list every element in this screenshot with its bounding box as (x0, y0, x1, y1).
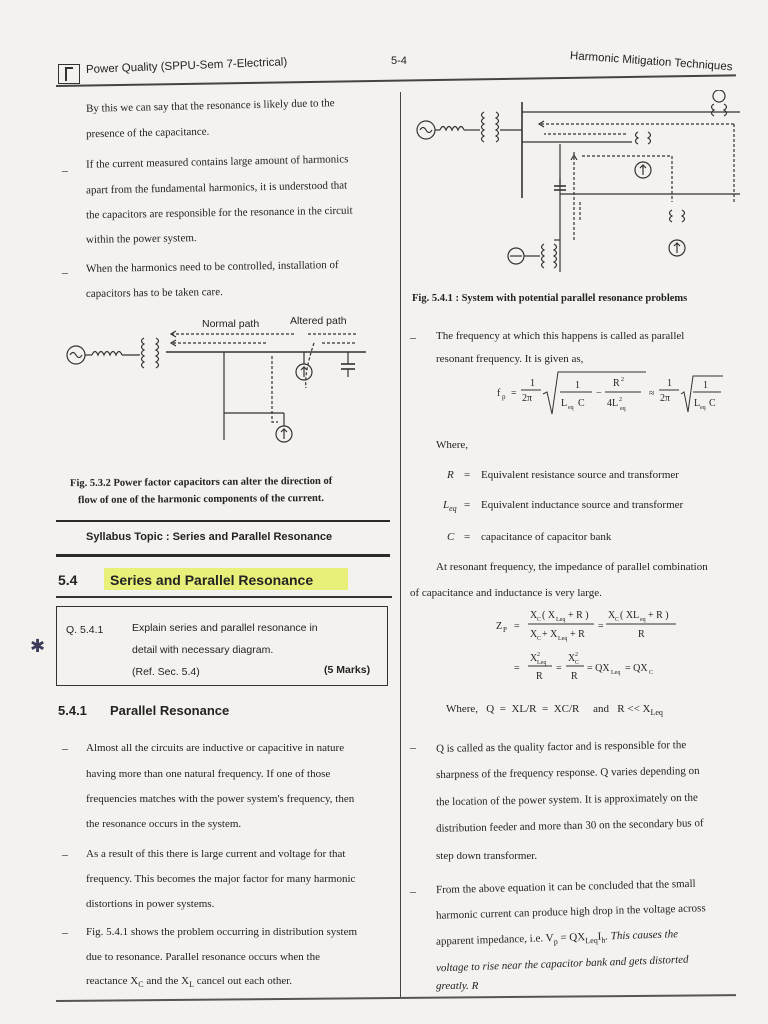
altered-path-label: Altered path (290, 315, 347, 327)
svg-text:( XL: ( XL (620, 610, 640, 621)
question-ref: (Ref. Sec. 5.4) (132, 666, 200, 678)
handwritten-star-mark: ✱ (30, 636, 46, 656)
svg-text:C: C (649, 670, 654, 676)
bullet-dash: – (62, 163, 68, 177)
bullet-dash: – (410, 330, 416, 344)
def-text-r: Equivalent resistance source and transformer (481, 469, 679, 481)
fig-5-3-2-caption-1: Fig. 5.3.2 Power factor capacitors can alter the direction of (69, 475, 333, 490)
bullet1-line-2: apart from the fundamental harmonics, it is understood that (85, 179, 348, 197)
svg-text:Z: Z (496, 621, 503, 632)
svg-text:+ R: + R (570, 629, 585, 640)
question-number: Q. 5.4.1 (66, 624, 104, 636)
svg-text:2: 2 (621, 377, 624, 383)
svg-text:X: X (530, 610, 538, 621)
svg-text:2π: 2π (522, 393, 533, 404)
svg-text:L: L (561, 398, 568, 409)
transformer-icon (482, 112, 485, 142)
para3-line-2: due to resonance. Parallel resonance occurs when the (86, 951, 320, 963)
header-rule (56, 74, 736, 86)
svg-text:R: R (613, 378, 620, 389)
svg-text:C: C (575, 660, 580, 666)
where-label: Where, (436, 439, 469, 451)
fig-5-4-1-caption: Fig. 5.4.1 : System with potential parallel resonance problems (412, 293, 688, 304)
bullet-dash: – (410, 740, 416, 754)
para3-line-1: Fig. 5.4.1 shows the problem occurring in distribution system (86, 926, 358, 938)
para1-line-1: Almost all the circuits are inductive or capacitive in nature (86, 742, 345, 754)
page-number: 5-4 (391, 55, 407, 67)
def-eq: = (464, 499, 471, 511)
svg-text:f: f (497, 388, 501, 399)
svg-text:1: 1 (575, 380, 580, 391)
intro-line-2: presence of the capacitance. (85, 125, 210, 141)
svg-text:C: C (578, 398, 585, 409)
question-line-1: Explain series and parallel resonance in (132, 622, 318, 634)
svg-text:X: X (530, 629, 538, 640)
svg-text:−: − (596, 388, 602, 399)
svg-text:P: P (503, 626, 507, 634)
def-eq: = (464, 469, 471, 481)
at-resonance-line-1: At resonant frequency, the impedance of parallel combination (436, 561, 708, 573)
svg-text:1: 1 (530, 378, 535, 389)
running-header-left: Power Quality (SPPU-Sem 7-Electrical) (85, 56, 288, 76)
svg-text:=: = (598, 621, 604, 632)
bullet-dash: – (62, 741, 68, 755)
publisher-logo-icon (58, 64, 80, 84)
source-inductor-icon (92, 352, 122, 356)
column-divider (400, 92, 401, 998)
transformer-icon-2 (542, 244, 545, 268)
svg-text:eq: eq (568, 405, 574, 411)
def-eq: = (464, 531, 471, 543)
impedance-formula (494, 603, 709, 693)
def-symbol-leq: $L_{eq}$ (443, 499, 457, 514)
transformer-icon (142, 338, 145, 368)
svg-text:4L: 4L (607, 398, 619, 409)
svg-text:2: 2 (537, 652, 540, 658)
question-line-2: detail with necessary diagram. (132, 644, 274, 656)
section-number: 5.4 (58, 572, 78, 588)
svg-text:+ R ): + R ) (648, 610, 669, 621)
where-q-line: Where, Q = XL/R = XC/R and $R << X_{Leq}$ (446, 703, 663, 718)
def-symbol-r: R (447, 469, 454, 481)
para3-line-3: reactance $X_C$ and the $X_L$ cancel out each other. (86, 975, 293, 990)
source-inductor-icon (440, 127, 464, 131)
svg-text:eq: eq (640, 617, 646, 623)
svg-text:1: 1 (667, 378, 672, 389)
svg-text:R: R (571, 671, 578, 682)
svg-text:C: C (537, 636, 542, 642)
para2-line-1: As a result of this there is large current and voltage for that (86, 848, 346, 860)
svg-text:( X: ( X (542, 610, 556, 621)
q-text-line-2: sharpness of the frequency response. Q varies depending on (435, 764, 700, 782)
svg-text:eq: eq (620, 406, 626, 412)
svg-text:2: 2 (619, 397, 622, 403)
freq-line-1: The frequency at which this happens is called as parallel (436, 330, 685, 342)
at-resonance-line-2: of capacitance and inductance is very large. (410, 587, 602, 599)
para1-line-2: having more than one natural frequency. If one of those (86, 768, 331, 780)
svg-text:+ X: + X (542, 629, 558, 640)
svg-text:Leq: Leq (537, 660, 547, 666)
svg-text:+ R ): + R ) (568, 610, 589, 621)
subsection-title: Parallel Resonance (110, 703, 230, 718)
svg-text:=: = (514, 621, 520, 632)
last-text-line-1: From the above equation it can be concluded that the small (435, 877, 696, 897)
def-symbol-c: C (447, 531, 455, 543)
footer-rule (56, 994, 736, 1001)
svg-text:Leq: Leq (611, 670, 621, 676)
freq-line-2: resonant frequency. It is given as, (436, 353, 584, 365)
bullet-dash: – (62, 847, 68, 861)
svg-text:X: X (530, 653, 538, 664)
def-text-leq: Equivalent inductance source and transformer (481, 499, 684, 511)
svg-text:p: p (502, 393, 506, 401)
bullet-dash: – (410, 884, 416, 898)
para1-line-4: the resonance occurs in the system. (86, 818, 242, 830)
svg-text:R: R (536, 671, 543, 682)
svg-text:C: C (615, 617, 620, 623)
bullet-dash: – (62, 265, 68, 279)
svg-text:≈: ≈ (649, 388, 655, 399)
last-text-line-2: harmonic current can produce high drop in the voltage across (435, 902, 706, 922)
bullet1-line-4: within the power system. (85, 232, 197, 246)
last-text-line-3: apparent impedance, i.e. $V_p = QX_{Leq}I_h$. This causes the (435, 928, 679, 948)
svg-text:C: C (709, 398, 716, 409)
fig-5-4-1-diagram (404, 90, 744, 286)
question-marks: (5 Marks) (324, 664, 371, 676)
svg-text:X: X (608, 610, 616, 621)
q-text-line-5: step down transformer. (436, 850, 538, 862)
svg-text:= QX: = QX (587, 663, 610, 674)
svg-text:2: 2 (575, 652, 578, 658)
bullet-dash: – (62, 925, 68, 939)
intro-line-1: By this we can say that the resonance is likely due to the (85, 97, 335, 115)
svg-text:Leq: Leq (556, 617, 566, 623)
bullet1-line-3: the capacitors are responsible for the resonance in the circuit (85, 204, 353, 222)
svg-text:= QX: = QX (625, 663, 648, 674)
bullet2-line-2: capacitors has to be taken care. (85, 286, 223, 300)
svg-text:X: X (568, 653, 576, 664)
svg-text:=: = (514, 663, 520, 674)
resonant-frequency-formula (495, 368, 725, 428)
para1-line-3: frequencies matches with the power system's frequency, then (86, 793, 355, 805)
running-header-right: Harmonic Mitigation Techniques (569, 50, 733, 74)
svg-text:=: = (556, 663, 562, 674)
bullet2-line-1: When the harmonics need to be controlled, installation of (85, 259, 339, 275)
svg-text:1: 1 (703, 380, 708, 391)
fig-5-3-2-diagram (56, 312, 386, 472)
svg-text:2π: 2π (660, 393, 671, 404)
section-rule (56, 596, 392, 598)
para2-line-3: distortions in power systems. (86, 898, 215, 910)
q-text-line-3: the location of the power system. It is approximately on the (435, 791, 698, 809)
bullet1-line-1: If the current measured contains large amount of harmonics (85, 153, 349, 171)
syllabus-topic: Syllabus Topic : Series and Parallel Resonance (86, 531, 333, 543)
svg-text:eq: eq (700, 405, 706, 411)
svg-text:Leq: Leq (558, 636, 568, 642)
section-title: Series and Parallel Resonance (110, 572, 314, 588)
def-text-c: capacitance of capacitor bank (481, 531, 612, 543)
svg-text:=: = (511, 388, 517, 399)
q-text-line-4: distribution feeder and more than 30 on the secondary bus of (435, 817, 704, 835)
normal-path-label: Normal path (202, 318, 260, 330)
para2-line-2: frequency. This becomes the major factor for many harmonic (86, 873, 356, 885)
last-text-line-4: voltage to rise near the capacitor bank and gets distorted (435, 953, 689, 975)
svg-text:L: L (694, 398, 701, 409)
svg-text:C: C (537, 617, 542, 623)
svg-text:R: R (638, 629, 645, 640)
subsection-number: 5.4.1 (58, 703, 87, 718)
q-text-line-1: Q is called as the quality factor and is responsible for the (435, 739, 687, 755)
last-text-line-5: greatly. R (436, 980, 479, 992)
fig-5-3-2-caption-2: flow of one of the harmonic components of the current. (77, 492, 324, 507)
